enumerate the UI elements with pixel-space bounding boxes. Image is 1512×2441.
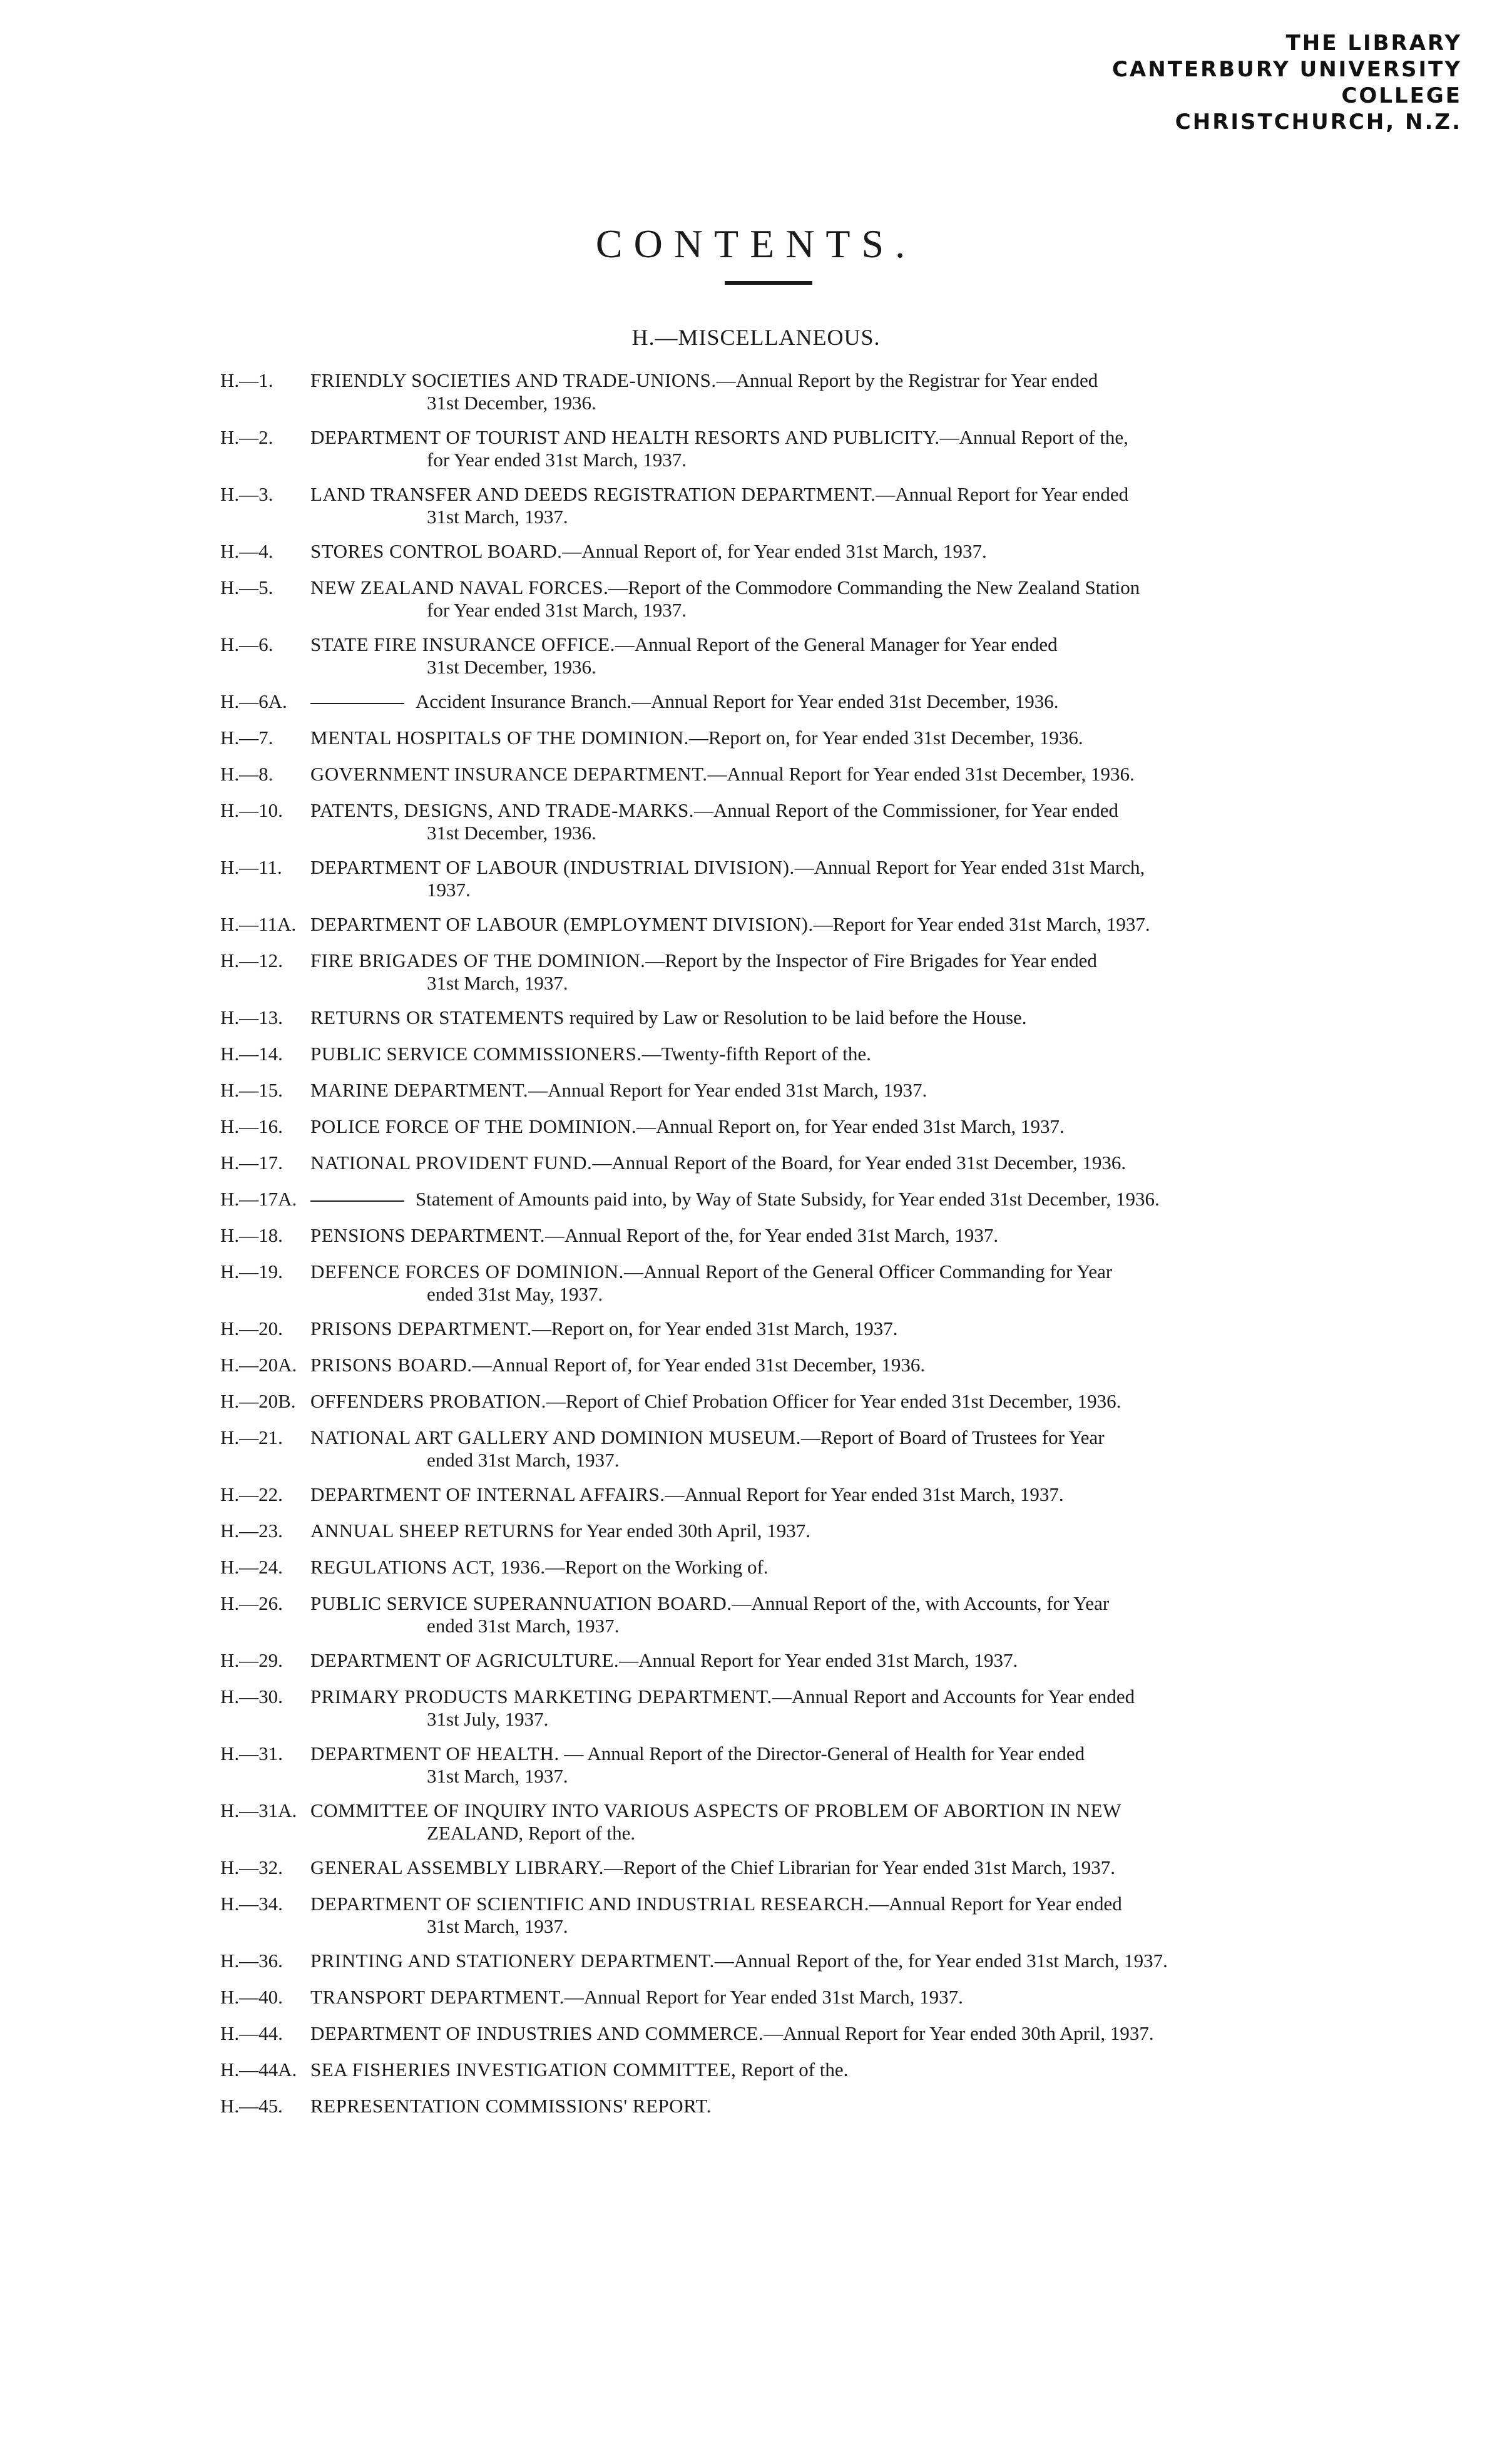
contents-entry — [0, 763, 1512, 786]
entry-title: RETURNS OR STATEMENTS — [310, 1006, 564, 1028]
ditto-dash — [310, 703, 404, 704]
entry-title: GOVERNMENT INSURANCE DEPARTMENT. — [310, 763, 708, 785]
entry-description — [310, 727, 1319, 749]
entry-continuation: 31st December, 1936. — [427, 656, 596, 678]
entry-description — [310, 1426, 1319, 1471]
contents-entry — [0, 369, 1512, 414]
entry-title: PRISONS BOARD. — [310, 1354, 472, 1376]
entry-title: NATIONAL PROVIDENT FUND. — [310, 1152, 593, 1174]
entry-code: H.—10. — [220, 799, 283, 821]
entry-title: LAND TRANSFER AND DEEDS REGISTRATION DEPARTMENT. — [310, 483, 876, 505]
section-heading: H.—MISCELLANEOUS. — [631, 325, 881, 350]
entry-code: H.—14. — [220, 1043, 283, 1065]
contents-entry — [0, 1006, 1512, 1029]
entry-code: H.—36. — [220, 1950, 283, 1972]
entry-title: DEFENCE FORCES OF DOMINION. — [310, 1261, 624, 1282]
stamp-line-2: CANTERBURY UNIVERSITY COLLEGE — [1111, 57, 1462, 108]
entry-detail: —Annual Report for Year ended 31st March, 1937. — [564, 1986, 963, 2008]
entry-description — [310, 763, 1319, 786]
entry-continuation: ZEALAND, Report of the. — [427, 1822, 636, 1844]
entry-continuation: 31st December, 1936. — [427, 392, 596, 414]
entry-code: H.—4. — [220, 540, 273, 562]
contents-entry — [0, 1799, 1512, 1845]
entry-code: H.—8. — [220, 763, 273, 785]
entry-detail: required by Law or Resolution to be laid before the House. — [564, 1006, 1027, 1028]
entry-detail: —Annual Report for Year ended — [869, 1893, 1122, 1915]
entry-description — [310, 1950, 1319, 1972]
entry-title: ANNUAL SHEEP RETURNS — [310, 1520, 555, 1542]
entry-title: PRISONS DEPARTMENT. — [310, 1318, 532, 1339]
contents-entry — [0, 1986, 1512, 2009]
entry-detail: —Report of the Chief Librarian for Year ended 31st March, 1937. — [604, 1856, 1116, 1878]
entry-description — [310, 1893, 1319, 1938]
entry-description — [310, 369, 1319, 414]
entry-description — [310, 1115, 1319, 1138]
contents-entry — [0, 483, 1512, 528]
entry-detail: —Annual Report for Year ended 31st March, 1937. — [665, 1483, 1064, 1505]
entry-title: GENERAL ASSEMBLY LIBRARY. — [310, 1856, 605, 1878]
entry-description — [310, 1006, 1319, 1029]
entry-detail: —Annual Report by the Registrar for Year ended — [716, 369, 1098, 391]
contents-entry — [0, 1893, 1512, 1938]
entry-title: POLICE FORCE OF THE DOMINION. — [310, 1115, 637, 1137]
entry-code: H.—19. — [220, 1261, 283, 1282]
entry-code: H.—16. — [220, 1115, 283, 1137]
entry-code: H.—31. — [220, 1742, 283, 1764]
library-stamp — [986, 30, 1462, 135]
contents-entry — [0, 1686, 1512, 1731]
entry-continuation: for Year ended 31st March, 1937. — [427, 599, 687, 621]
entry-description — [310, 540, 1319, 563]
entry-detail: —Annual Report for Year ended — [876, 483, 1129, 505]
entry-title: PATENTS, DESIGNS, AND TRADE-MARKS. — [310, 799, 694, 821]
contents-entry — [0, 1483, 1512, 1506]
entry-code: H.—1. — [220, 369, 273, 391]
entry-code: H.—23. — [220, 1520, 283, 1542]
entry-description — [310, 426, 1319, 471]
entry-code: H.—3. — [220, 483, 273, 505]
contents-entry — [0, 1742, 1512, 1788]
entry-continuation: ended 31st May, 1937. — [427, 1283, 603, 1305]
contents-entry — [0, 799, 1512, 844]
entry-description — [310, 576, 1319, 622]
contents-entry — [0, 1354, 1512, 1376]
contents-entry — [0, 949, 1512, 995]
entry-description — [310, 1686, 1319, 1731]
entry-detail: —Annual Report and Accounts for Year ended — [772, 1686, 1135, 1707]
entry-description — [310, 1483, 1319, 1506]
entry-detail: Statement of Amounts paid into, by Way of State Subsidy, for Year ended 31st December, 1936. — [416, 1188, 1160, 1210]
contents-entry — [0, 1261, 1512, 1306]
contents-entry — [0, 1856, 1512, 1879]
contents-entry — [0, 1390, 1512, 1413]
entry-detail: —Report of Chief Probation Officer for Year ended 31st December, 1936. — [546, 1390, 1121, 1412]
contents-entry — [0, 1043, 1512, 1065]
entry-detail: —Annual Report for Year ended 31st March, 1937. — [619, 1649, 1018, 1671]
entry-code: H.—11A. — [220, 913, 297, 935]
entry-description — [310, 633, 1319, 678]
entry-description — [310, 1043, 1319, 1065]
entry-description — [310, 1742, 1319, 1788]
entry-title: STORES CONTROL BOARD. — [310, 540, 563, 562]
entry-title: DEPARTMENT OF TOURIST AND HEALTH RESORTS AND PUBLICITY. — [310, 426, 940, 448]
entry-code: H.—44A. — [220, 2059, 297, 2080]
entry-detail: —Annual Report for Year ended 31st March, 1937. — [528, 1079, 927, 1101]
entry-code: H.—12. — [220, 949, 283, 971]
entry-title: DEPARTMENT OF LABOUR (INDUSTRIAL DIVISION). — [310, 856, 795, 878]
entry-detail: —Annual Report of, for Year ended 31st March, 1937. — [562, 540, 987, 562]
entry-description — [310, 483, 1319, 528]
entry-title: MARINE DEPARTMENT. — [310, 1079, 529, 1101]
entry-continuation: 31st March, 1937. — [427, 1915, 568, 1937]
entry-description — [310, 1318, 1319, 1340]
contents-list — [0, 369, 1512, 2131]
entry-detail: —Annual Report of the Board, for Year ended 31st December, 1936. — [592, 1152, 1126, 1174]
entry-detail: —Annual Report on, for Year ended 31st March, 1937. — [636, 1115, 1065, 1137]
contents-entry — [0, 1079, 1512, 1102]
page-title: CONTENTS. — [595, 221, 917, 266]
entry-detail: —Annual Report for Year ended 31st December, 1936. — [707, 763, 1135, 785]
entry-title: STATE FIRE INSURANCE OFFICE. — [310, 633, 615, 655]
entry-code: H.—31A. — [220, 1799, 297, 1821]
entry-code: H.—15. — [220, 1079, 283, 1101]
contents-entry — [0, 2022, 1512, 2045]
stamp-line-1: THE LIBRARY — [1285, 31, 1462, 56]
entry-continuation: 31st December, 1936. — [427, 822, 596, 844]
entry-title: DEPARTMENT OF INDUSTRIES AND COMMERCE. — [310, 2022, 764, 2044]
entry-code: H.—20A. — [220, 1354, 297, 1376]
entry-code: H.—45. — [220, 2095, 283, 2117]
title-rule — [725, 281, 812, 285]
contents-entry — [0, 1556, 1512, 1579]
entry-continuation: 31st July, 1937. — [427, 1708, 549, 1730]
entry-description — [310, 1986, 1319, 2009]
entry-detail: Accident Insurance Branch.—Annual Report for Year ended 31st December, 1936. — [416, 690, 1059, 712]
contents-entry — [0, 633, 1512, 678]
entry-title: NEW ZEALAND NAVAL FORCES. — [310, 576, 609, 598]
entry-description — [310, 913, 1319, 936]
entry-description — [310, 949, 1319, 995]
entry-title: DEPARTMENT OF SCIENTIFIC AND INDUSTRIAL RESEARCH. — [310, 1893, 870, 1915]
entry-detail: —Report on, for Year ended 31st December, 1936. — [688, 727, 1083, 749]
entry-code: H.—22. — [220, 1483, 283, 1505]
entry-detail: —Annual Report for Year ended 30th April, 1937. — [764, 2022, 1154, 2044]
contents-entry — [0, 690, 1512, 713]
entry-code: H.—30. — [220, 1686, 283, 1707]
entry-detail: —Annual Report of, for Year ended 31st December, 1936. — [472, 1354, 926, 1376]
entry-continuation: ended 31st March, 1937. — [427, 1615, 620, 1637]
entry-title: PRINTING AND STATIONERY DEPARTMENT. — [310, 1950, 715, 1972]
entry-description — [310, 2059, 1319, 2081]
entry-detail: —Annual Report of the, for Year ended 31st March, 1937. — [545, 1224, 999, 1246]
entry-description — [310, 799, 1319, 844]
entry-title: OFFENDERS PROBATION. — [310, 1390, 546, 1412]
contents-entry — [0, 856, 1512, 901]
ditto-dash — [310, 1200, 404, 1202]
entry-continuation: 31st March, 1937. — [427, 506, 568, 528]
contents-entry — [0, 540, 1512, 563]
entry-description — [310, 1649, 1319, 1672]
entry-continuation: 31st March, 1937. — [427, 1765, 568, 1787]
entry-title: DEPARTMENT OF INTERNAL AFFAIRS. — [310, 1483, 665, 1505]
entry-detail: —Twenty-fifth Report of the. — [641, 1043, 871, 1065]
contents-entry — [0, 426, 1512, 471]
entry-description — [310, 1856, 1319, 1879]
entry-continuation: for Year ended 31st March, 1937. — [427, 449, 687, 471]
contents-entry — [0, 1318, 1512, 1340]
entry-code: H.—20B. — [220, 1390, 296, 1412]
entry-code: H.—44. — [220, 2022, 283, 2044]
entry-title: REGULATIONS ACT, 1936. — [310, 1556, 546, 1578]
entry-continuation: ended 31st March, 1937. — [427, 1449, 620, 1471]
contents-entry — [0, 1115, 1512, 1138]
contents-entry — [0, 1426, 1512, 1471]
stamp-line-3: CHRISTCHURCH, N.Z. — [1175, 110, 1462, 135]
entry-code: H.—32. — [220, 1856, 283, 1878]
entry-code: H.—40. — [220, 1986, 283, 2008]
entry-code: H.—6A. — [220, 690, 287, 712]
contents-entry — [0, 1520, 1512, 1542]
entry-description — [310, 1224, 1319, 1247]
entry-code: H.—17A. — [220, 1188, 297, 1210]
entry-detail: —Report of Board of Trustees for Year — [800, 1426, 1105, 1448]
entry-code: H.—26. — [220, 1592, 283, 1614]
entry-description — [310, 1520, 1319, 1542]
entry-code: H.—13. — [220, 1006, 283, 1028]
entry-continuation: 31st March, 1937. — [427, 972, 568, 994]
entry-code: H.—20. — [220, 1318, 283, 1339]
entry-description — [310, 1079, 1319, 1102]
entry-title: NATIONAL ART GALLERY AND DOMINION MUSEUM. — [310, 1426, 801, 1448]
contents-entry — [0, 2059, 1512, 2081]
entry-description — [310, 1261, 1319, 1306]
contents-entry — [0, 1592, 1512, 1637]
entry-description — [310, 1592, 1319, 1637]
contents-entry — [0, 576, 1512, 622]
entry-title: PRIMARY PRODUCTS MARKETING DEPARTMENT. — [310, 1686, 772, 1707]
entry-title: TRANSPORT DEPARTMENT. — [310, 1986, 564, 2008]
entry-code: H.—17. — [220, 1152, 283, 1174]
entry-detail: —Report on, for Year ended 31st March, 1937. — [531, 1318, 898, 1339]
entry-detail: —Annual Report of the Commissioner, for Year ended — [693, 799, 1119, 821]
entry-title: MENTAL HOSPITALS OF THE DOMINION. — [310, 727, 689, 749]
entry-title: FIRE BRIGADES OF THE DOMINION. — [310, 949, 646, 971]
contents-entry — [0, 2095, 1512, 2117]
entry-description — [310, 856, 1319, 901]
entry-code: H.—2. — [220, 426, 273, 448]
entry-description — [310, 2022, 1319, 2045]
contents-entry — [0, 1224, 1512, 1247]
entry-title: DEPARTMENT OF HEALTH. — [310, 1742, 559, 1764]
entry-detail: — Annual Report of the Director-General of Health for Year ended — [559, 1742, 1085, 1764]
entry-title: COMMITTEE OF INQUIRY INTO VARIOUS ASPECTS OF PROBLEM OF ABORTION IN NEW — [310, 1799, 1121, 1821]
entry-detail: —Annual Report for Year ended 31st March, — [794, 856, 1145, 878]
entry-description — [310, 690, 1319, 713]
contents-entry — [0, 1950, 1512, 1972]
entry-detail: —Annual Report of the, — [939, 426, 1128, 448]
entry-code: H.—18. — [220, 1224, 283, 1246]
entry-code: H.—34. — [220, 1893, 283, 1915]
entry-detail: —Annual Report of the, with Accounts, for Year — [732, 1592, 1110, 1614]
contents-entry — [0, 1188, 1512, 1210]
entry-continuation: 1937. — [427, 879, 471, 901]
entry-detail: for Year ended 30th April, 1937. — [554, 1520, 811, 1542]
entry-description — [310, 2095, 1319, 2117]
entry-title: PENSIONS DEPARTMENT. — [310, 1224, 546, 1246]
contents-entry — [0, 727, 1512, 749]
entry-title: SEA FISHERIES INVESTIGATION COMMITTEE, — [310, 2059, 737, 2080]
entry-detail: —Report of the Commodore Commanding the New Zealand Station — [608, 576, 1140, 598]
entry-title: PUBLIC SERVICE SUPERANNUATION BOARD. — [310, 1592, 732, 1614]
contents-entry — [0, 913, 1512, 936]
entry-title: DEPARTMENT OF LABOUR (EMPLOYMENT DIVISION). — [310, 913, 814, 935]
entry-description — [310, 1354, 1319, 1376]
entry-detail: —Annual Report of the General Manager for Year ended — [615, 633, 1058, 655]
entry-title: REPRESENTATION COMMISSIONS' REPORT. — [310, 2095, 712, 2117]
entry-title: PUBLIC SERVICE COMMISSIONERS. — [310, 1043, 642, 1065]
entry-description — [310, 1390, 1319, 1413]
entry-title: FRIENDLY SOCIETIES AND TRADE-UNIONS. — [310, 369, 717, 391]
entry-code: H.—24. — [220, 1556, 283, 1578]
entry-detail: —Annual Report of the, for Year ended 31st March, 1937. — [714, 1950, 1168, 1972]
contents-entry — [0, 1649, 1512, 1672]
entry-detail: —Report by the Inspector of Fire Brigades for Year ended — [645, 949, 1097, 971]
entry-title: DEPARTMENT OF AGRICULTURE. — [310, 1649, 620, 1671]
entry-detail: —Annual Report of the General Officer Commanding for Year — [623, 1261, 1113, 1282]
contents-entry — [0, 1152, 1512, 1174]
entry-code: H.—7. — [220, 727, 273, 749]
entry-detail: —Report on the Working of. — [545, 1556, 769, 1578]
entry-description — [310, 1556, 1319, 1579]
entry-code: H.—11. — [220, 856, 282, 878]
entry-detail: —Report for Year ended 31st March, 1937. — [813, 913, 1150, 935]
entry-description — [310, 1799, 1319, 1845]
entry-detail: Report of the. — [736, 2059, 849, 2080]
entry-code: H.—6. — [220, 633, 273, 655]
entry-description — [310, 1152, 1319, 1174]
entry-code: H.—5. — [220, 576, 273, 598]
entry-description — [310, 1188, 1319, 1210]
entry-code: H.—21. — [220, 1426, 283, 1448]
entry-code: H.—29. — [220, 1649, 283, 1671]
